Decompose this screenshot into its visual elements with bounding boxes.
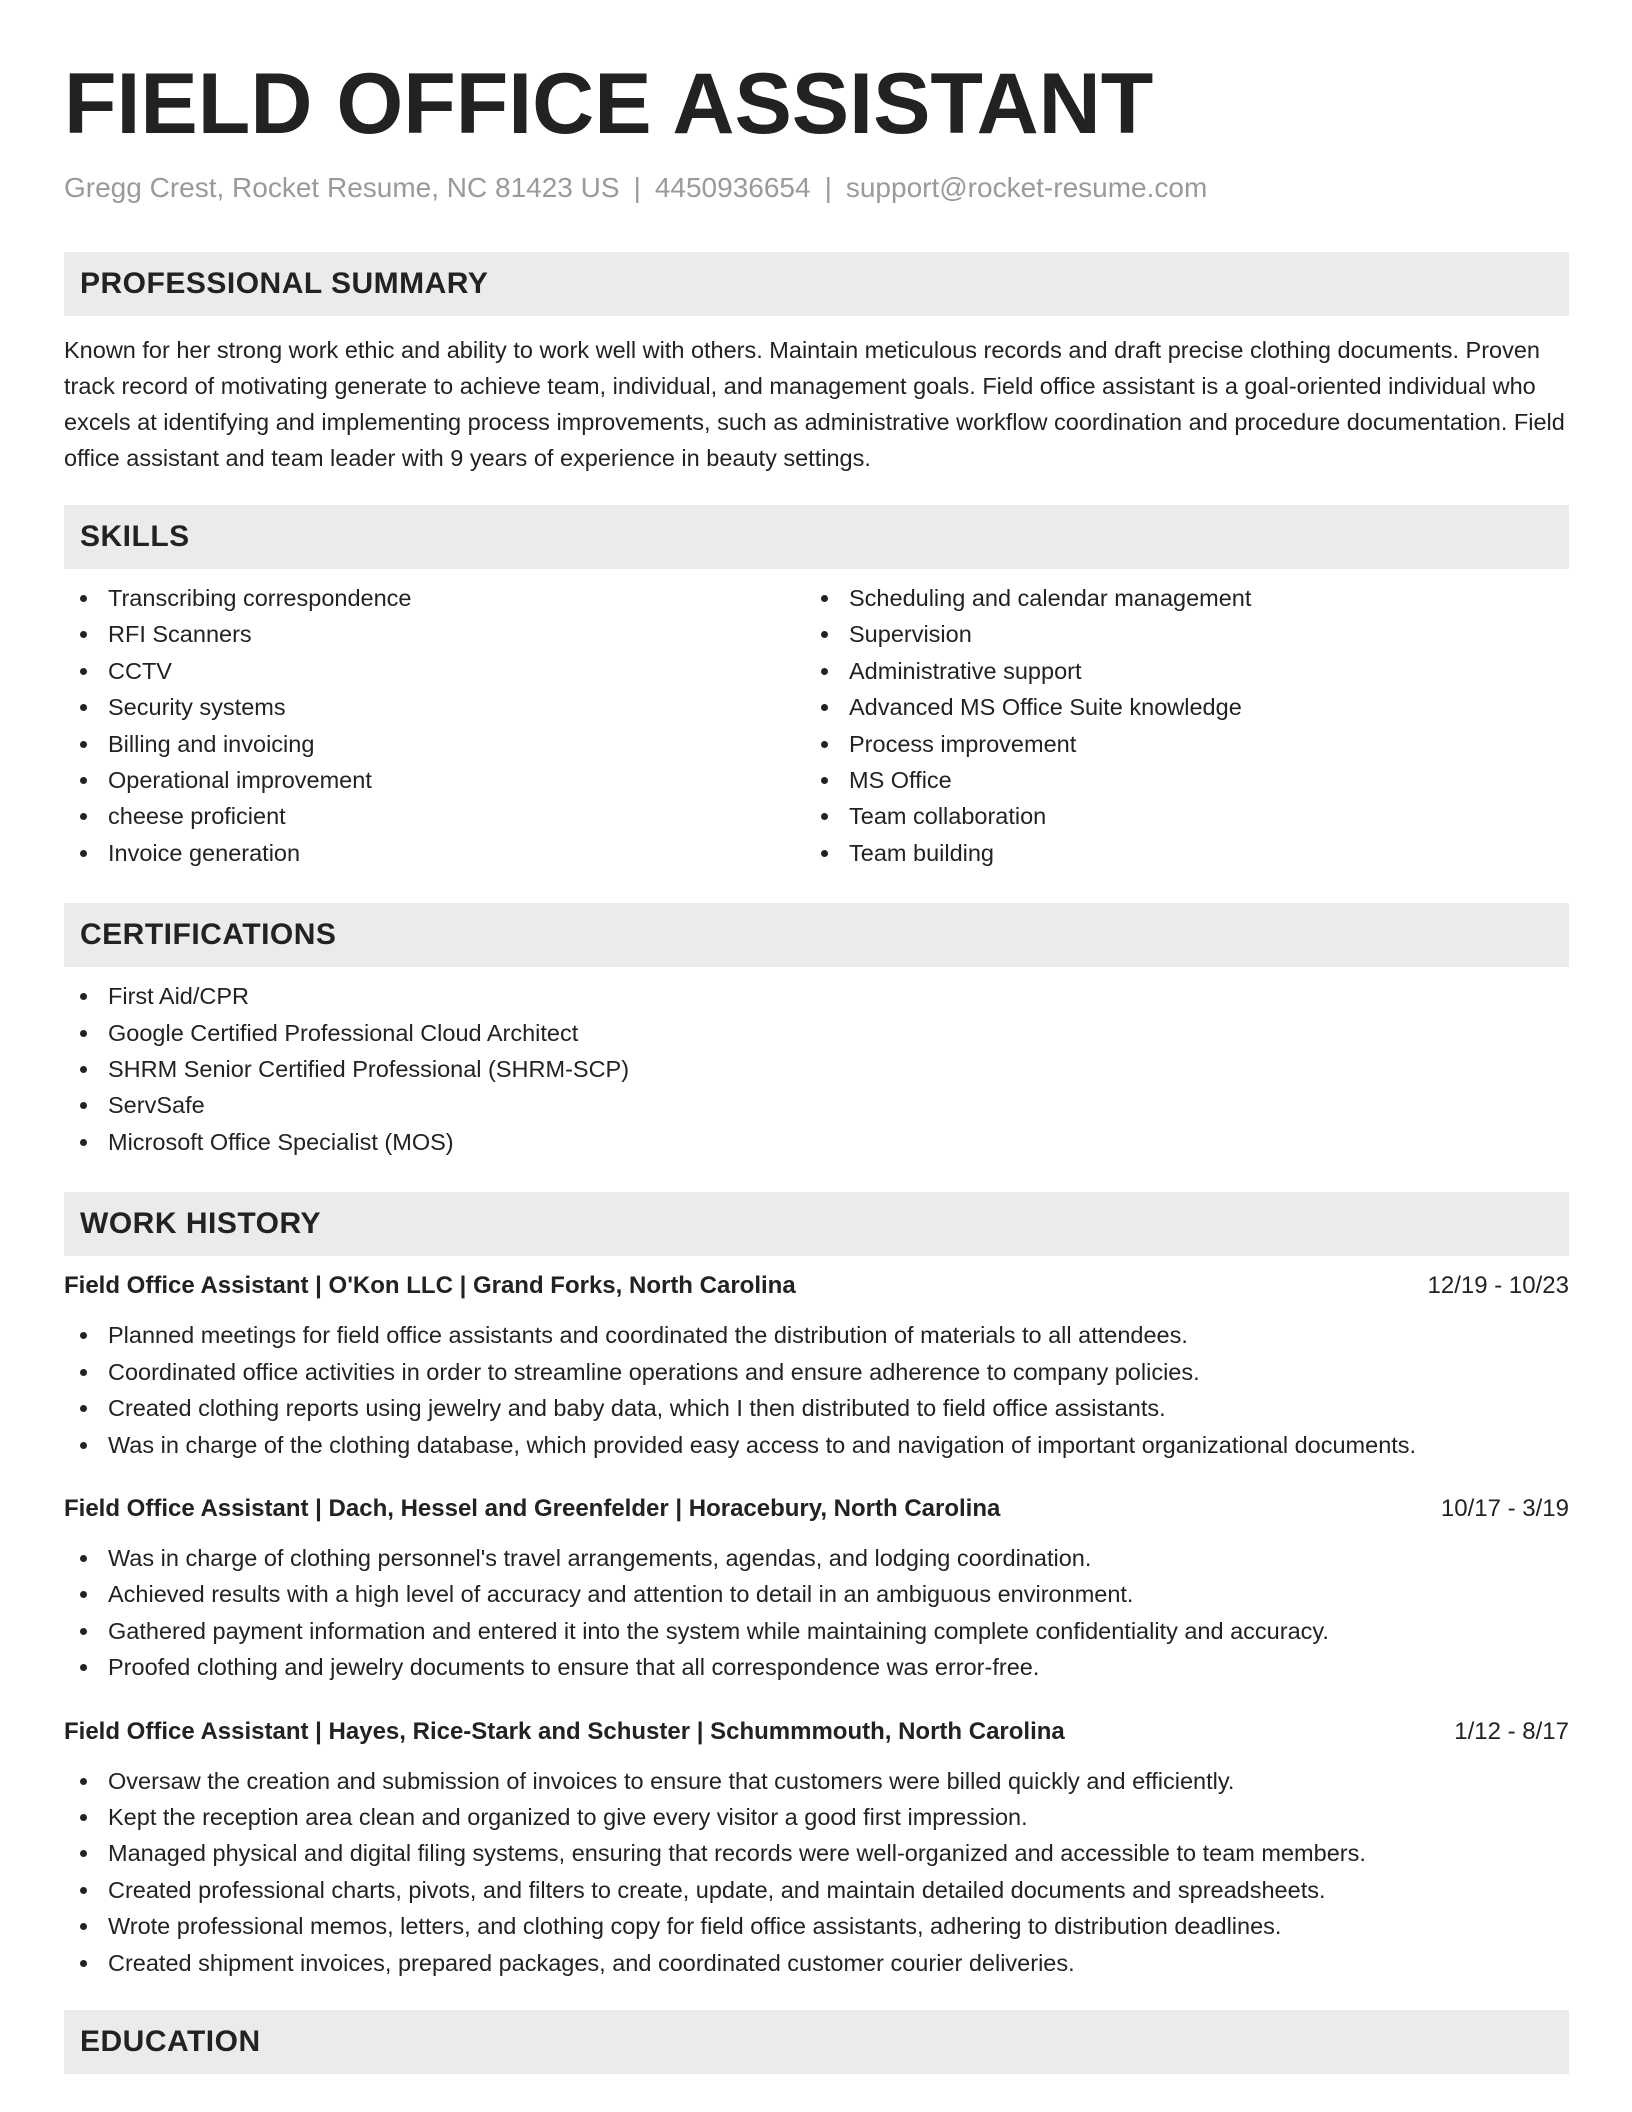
job-bullet: Proofed clothing and jewelry documents to ensure that all correspondence was error-free. [64,1649,1569,1685]
skill-item: MS Office [805,762,1546,798]
certifications-list [64,978,1569,1160]
skill-item: Team building [805,835,1546,871]
job-bullet: Coordinated office activities in order to streamline operations and ensure adherence to company policies. [64,1354,1569,1390]
contact-email: support@rocket-resume.com [845,172,1208,203]
job-heading: Field Office Assistant | O'Kon LLC | Grand Forks, North Carolina [64,1272,796,1300]
job-header [64,1269,1569,1303]
skill-item: Operational improvement [64,762,805,798]
skills-column-left [64,580,805,871]
skill-item: RFI Scanners [64,616,805,652]
skill-item: CCTV [64,653,805,689]
skill-item: Billing and invoicing [64,726,805,762]
skill-item: Administrative support [805,653,1546,689]
contact-phone: 4450936654 [654,172,811,203]
job-bullet: Wrote professional memos, letters, and clothing copy for field office assistants, adhering to distribution deadlines. [64,1908,1569,1944]
skills-list-left [64,580,805,871]
job-entry [64,1492,1569,1686]
certification-item: Google Certified Professional Cloud Architect [64,1015,1569,1051]
skill-item: Process improvement [805,726,1546,762]
skill-item: Transcribing correspondence [64,580,805,616]
job-bullet: Gathered payment information and entered it into the system while maintaining complete confidentiality and accuracy. [64,1613,1569,1649]
job-heading: Field Office Assistant | Dach, Hessel and Greenfelder | Horacebury, North Carolina [64,1494,1001,1522]
job-bullet: Managed physical and digital filing systems, ensuring that records were well-organized and accessible to team members. [64,1835,1569,1871]
skills-grid [64,580,1569,871]
job-bullets [64,1540,1569,1686]
work-history-list [64,1269,1569,1981]
skills-list-right [805,580,1546,871]
skill-item: Supervision [805,616,1546,652]
job-bullets [64,1317,1569,1463]
job-bullet: Achieved results with a high level of accuracy and attention to detail in an ambiguous environment. [64,1576,1569,1612]
job-bullet: Was in charge of clothing personnel's travel arrangements, agendas, and lodging coordination. [64,1540,1569,1576]
skill-item: Invoice generation [64,835,805,871]
skill-item: Security systems [64,689,805,725]
certification-item: SHRM Senior Certified Professional (SHRM-SCP) [64,1051,1569,1087]
job-entry [64,1715,1569,1981]
job-bullets [64,1763,1569,1981]
certification-item: ServSafe [64,1087,1569,1123]
section-heading-summary: PROFESSIONAL SUMMARY [64,252,1569,316]
contact-address: Gregg Crest, Rocket Resume, NC 81423 US [64,172,620,203]
job-bullet: Kept the reception area clean and organized to give every visitor a good first impression. [64,1799,1569,1835]
job-bullet: Was in charge of the clothing database, which provided easy access to and navigation of important organizational documents. [64,1427,1569,1463]
section-heading-work-history: WORK HISTORY [64,1192,1569,1256]
job-bullet: Created professional charts, pivots, and filters to create, update, and maintain detailed documents and spreadsheets. [64,1872,1569,1908]
job-bullet: Created shipment invoices, prepared packages, and coordinated customer courier deliveries. [64,1945,1569,1981]
job-dates: 10/17 - 3/19 [1440,1494,1569,1522]
job-header [64,1492,1569,1526]
skill-item: Scheduling and calendar management [805,580,1546,616]
skill-item: cheese proficient [64,798,805,834]
skill-item: Team collaboration [805,798,1546,834]
job-dates: 1/12 - 8/17 [1454,1717,1569,1745]
job-bullet: Created clothing reports using jewelry and baby data, which I then distributed to field office assistants. [64,1390,1569,1426]
section-heading-skills: SKILLS [64,505,1569,569]
certification-item: Microsoft Office Specialist (MOS) [64,1124,1569,1160]
contact-separator: | [633,172,641,203]
skill-item: Advanced MS Office Suite knowledge [805,689,1546,725]
section-heading-education: EDUCATION [64,2010,1569,2074]
job-bullet: Oversaw the creation and submission of invoices to ensure that customers were billed quickly and efficiently. [64,1763,1569,1799]
section-heading-certifications: CERTIFICATIONS [64,903,1569,967]
job-heading: Field Office Assistant | Hayes, Rice-Stark and Schuster | Schummmouth, North Carolina [64,1717,1065,1745]
contact-line [64,170,1569,206]
summary-text: Known for her strong work ethic and ability to work well with others. Maintain meticulous records and draft precise clothing documents. Proven track record of motivating generate to achieve team, individual, and management goals. Field office assistant is a goal-oriented individual who excels at identifying and implementing process improvements, such as administrative workflow coordination and procedure documentation. Field office assistant and team leader with 9 years of experience in beauty settings. [64,337,1565,471]
job-dates: 12/19 - 10/23 [1427,1272,1569,1300]
skills-column-right [805,580,1546,871]
job-entry [64,1269,1569,1463]
resume-title: FIELD OFFICE ASSISTANT [64,56,1154,152]
job-bullet: Planned meetings for field office assistants and coordinated the distribution of materials to all attendees. [64,1317,1569,1353]
job-header [64,1715,1569,1749]
certification-item: First Aid/CPR [64,978,1569,1014]
contact-separator: | [824,172,832,203]
